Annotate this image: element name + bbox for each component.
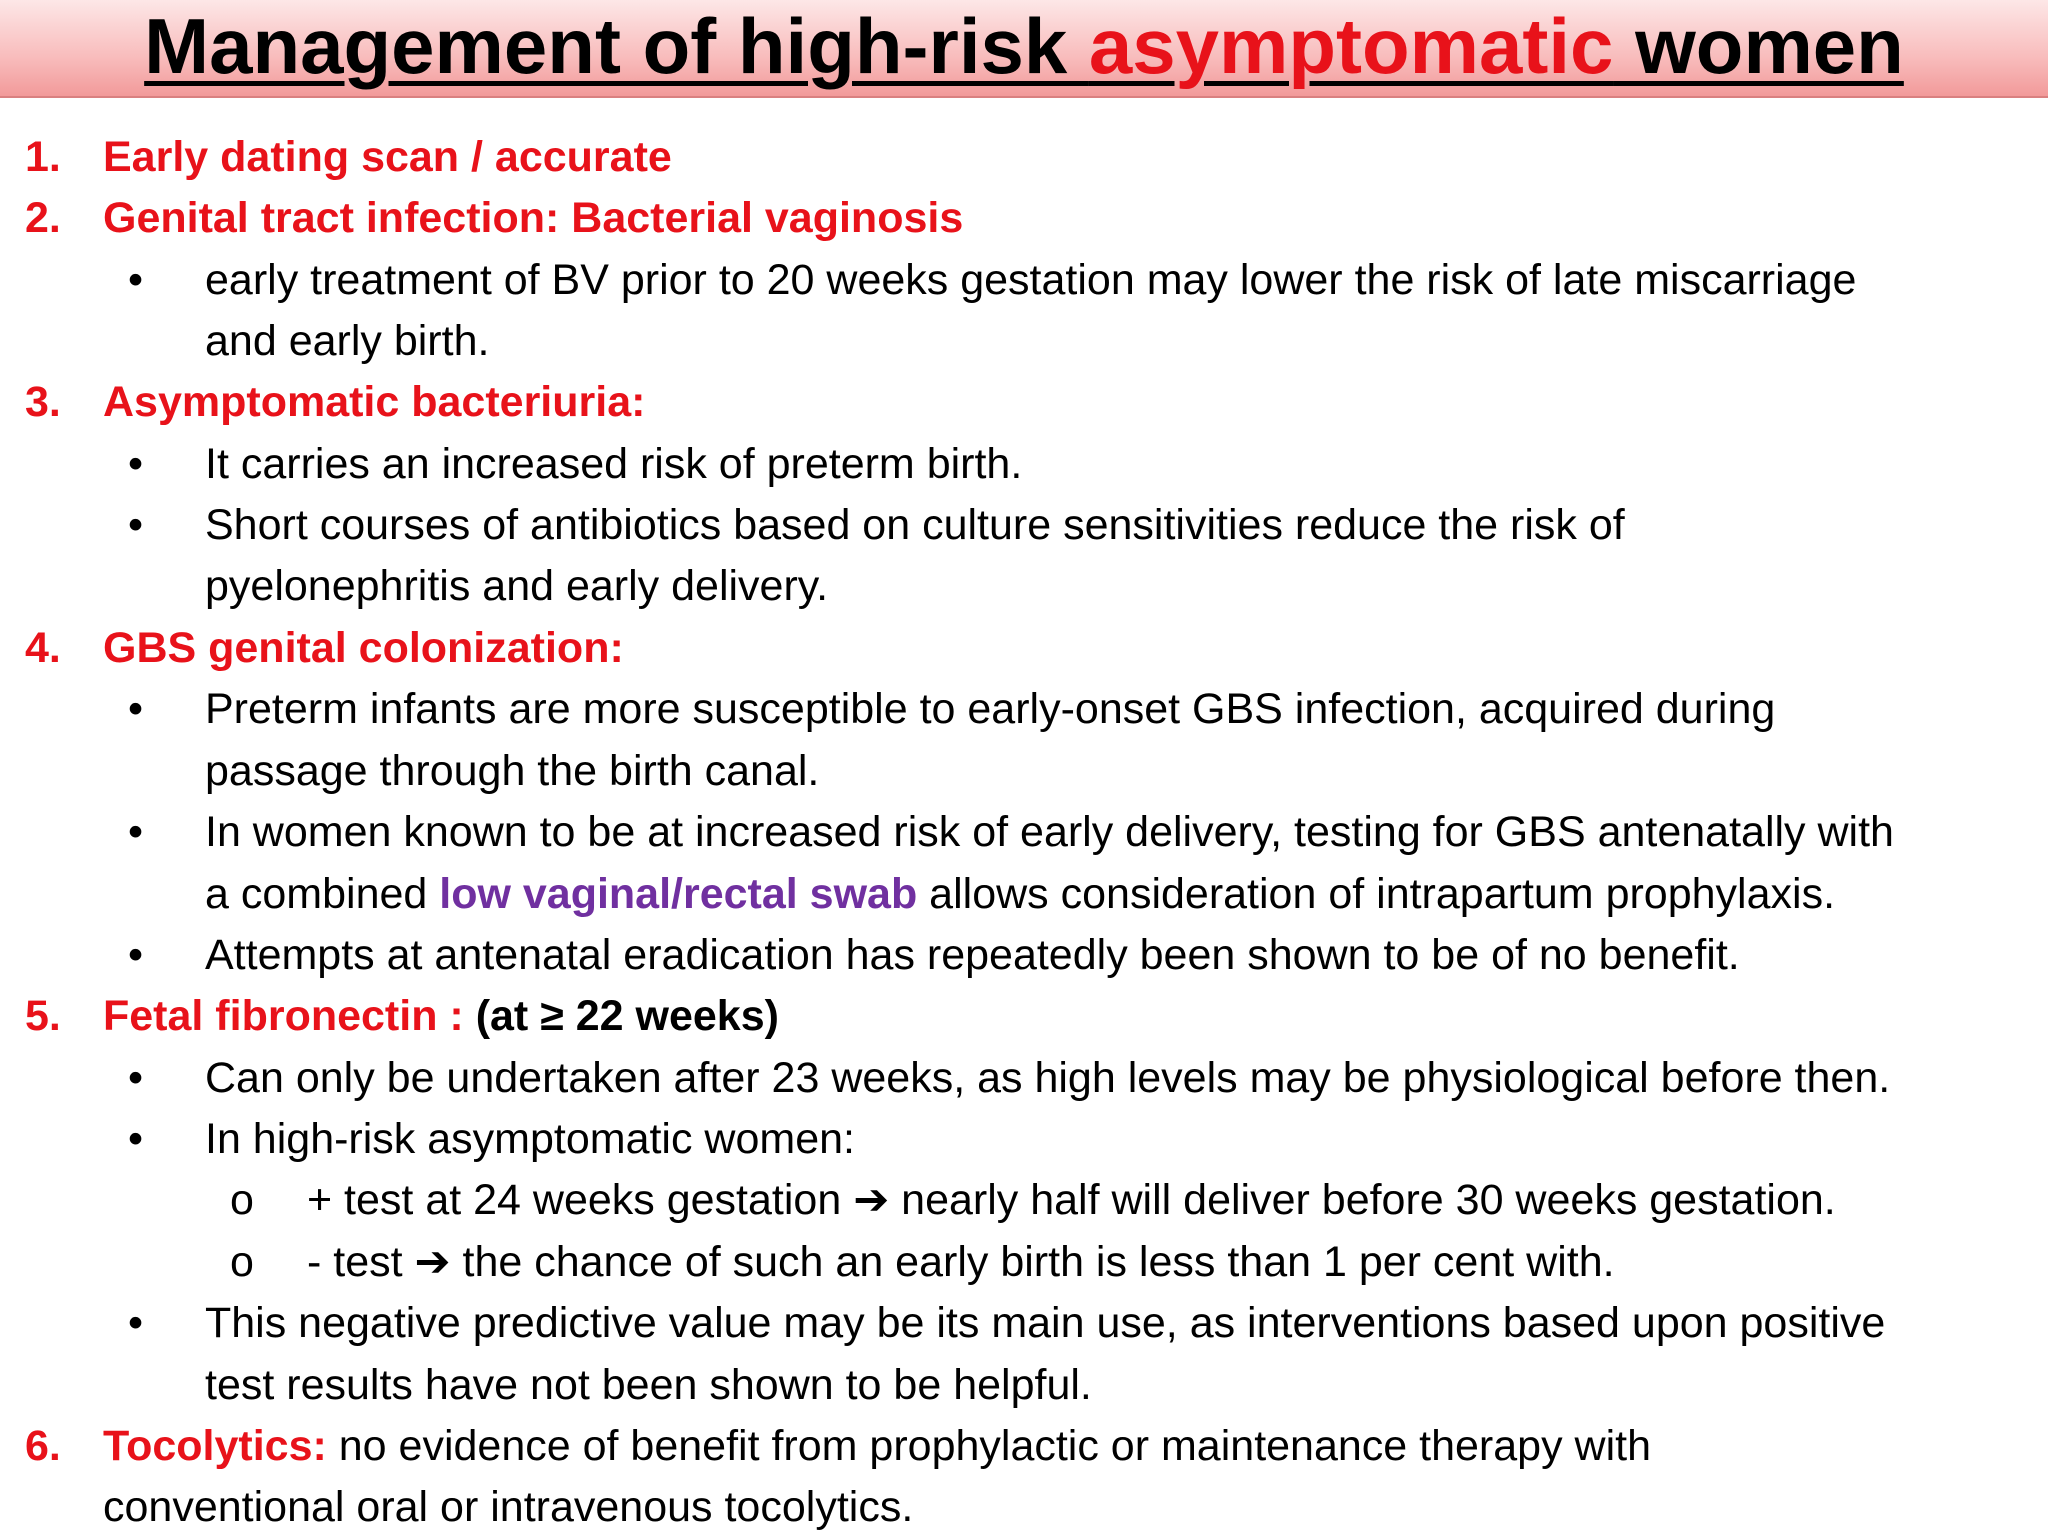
item-6-number: 6. — [25, 1422, 61, 1470]
bullet-text: Attempts at antenatal eradication has repeatedly been shown to be of no benefit. — [205, 931, 1740, 979]
item-5-heading-red: Fetal fibronectin : — [103, 992, 476, 1040]
item-6-heading-rest: no evidence of benefit from prophylactic or maintenance therapy with — [326, 1422, 1651, 1470]
bullet-text: Preterm infants are more susceptible to early-onset GBS infection, acquired during — [205, 685, 1776, 733]
title-part-3: women — [1613, 2, 1904, 90]
swab-highlight: low vaginal/rectal swab — [439, 870, 918, 918]
page-title — [0, 0, 2048, 96]
bullet-text: In high-risk asymptomatic women: — [205, 1115, 855, 1163]
item-6-heading — [103, 1417, 1651, 1475]
title-highlight: asymptomatic — [1088, 2, 1614, 90]
item-2-heading: Genital tract infection: Bacterial vaginosis — [103, 194, 964, 242]
title-part-1: Management of high-risk — [144, 2, 1089, 90]
bullet-text: early treatment of BV prior to 20 weeks gestation may lower the risk of late miscarriage — [205, 256, 1857, 304]
bullet-text: It carries an increased risk of preterm birth. — [205, 440, 1023, 488]
item-6-heading-red: Tocolytics: — [103, 1422, 327, 1470]
bullet-text: In women known to be at increased risk of early delivery, testing for GBS antenatally with — [205, 808, 1894, 856]
item-3-number: 3. — [25, 378, 61, 426]
bullet-marker: • — [128, 1115, 144, 1163]
sub-bullet-text: + test at 24 weeks gestation ➔ nearly half will deliver before 30 weeks gestation. — [307, 1176, 1836, 1224]
bullet-text-pre: a combined — [205, 870, 440, 918]
item-3-heading: Asymptomatic bacteriuria: — [103, 378, 646, 426]
item-1-heading: Early dating scan / accurate — [103, 133, 672, 181]
item-5-number: 5. — [25, 992, 61, 1040]
bullet-marker: • — [128, 501, 144, 549]
bullet-text: test results have not been shown to be helpful. — [205, 1361, 1092, 1409]
bullet-text: This negative predictive value may be its main use, as interventions based upon positive — [205, 1299, 1886, 1347]
sub-bullet-text: - test ➔ the chance of such an early birth is less than 1 per cent with. — [307, 1238, 1615, 1286]
item-4-heading: GBS genital colonization: — [103, 624, 624, 672]
bullet-text: passage through the birth canal. — [205, 747, 820, 795]
bullet-text: Short courses of antibiotics based on culture sensitivities reduce the risk of — [205, 501, 1625, 549]
bullet-marker: • — [128, 931, 144, 979]
item-4-number: 4. — [25, 624, 61, 672]
bullet-text-post: allows consideration of intrapartum prophylaxis. — [917, 870, 1836, 918]
sub-bullet-marker: o — [230, 1238, 254, 1286]
item-2-number: 2. — [25, 194, 61, 242]
bullet-text: pyelonephritis and early delivery. — [205, 562, 829, 610]
bullet-marker: • — [128, 440, 144, 488]
item-5-heading — [103, 987, 779, 1045]
bullet-marker: • — [128, 256, 144, 304]
sub-bullet-marker: o — [230, 1176, 254, 1224]
item-5-heading-extra: (at ≥ 22 weeks) — [475, 992, 779, 1040]
item-6-continuation: conventional oral or intravenous tocolytics. — [103, 1483, 914, 1531]
bullet-marker: • — [128, 1054, 144, 1102]
item-1-number: 1. — [25, 133, 61, 181]
bullet-text: and early birth. — [205, 317, 490, 365]
bullet-marker: • — [128, 1299, 144, 1347]
bullet-text: Can only be undertaken after 23 weeks, as high levels may be physiological before then. — [205, 1054, 1891, 1102]
bullet-text — [205, 865, 1835, 923]
bullet-marker: • — [128, 808, 144, 856]
bullet-marker: • — [128, 685, 144, 733]
